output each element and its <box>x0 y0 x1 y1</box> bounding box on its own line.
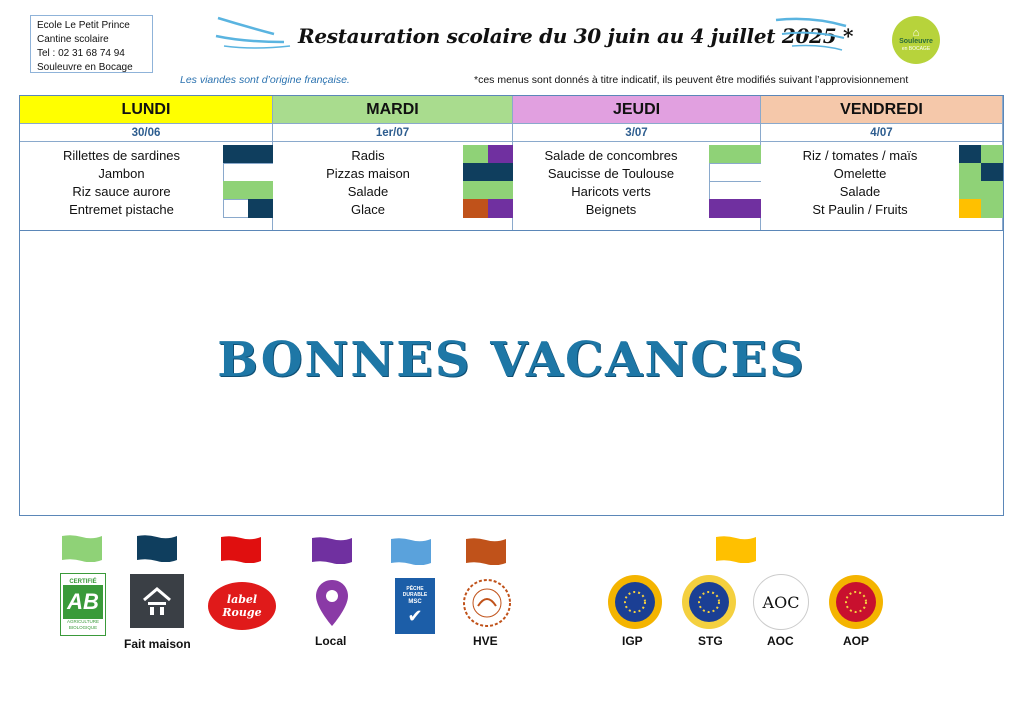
qualite-marker <box>959 199 981 218</box>
day-header: MARDI <box>273 96 512 124</box>
stg-seal-icon <box>681 574 737 630</box>
dish-item: Salade <box>839 183 881 199</box>
bio-marker <box>959 181 1003 200</box>
label-rouge-flag-icon <box>221 535 261 563</box>
disclaimer-note: *ces menus sont donnés à titre indicatif, ils peuvent être modifiés suivant l’approvisionnement <box>474 74 909 86</box>
dish-item: Rillettes de sardines <box>62 147 181 163</box>
dish-item: Glace <box>351 201 385 217</box>
local-marker <box>488 199 513 218</box>
school-canteen: Cantine scolaire <box>37 34 109 45</box>
fish-icon: ✔ <box>407 606 423 626</box>
dish-item: Radis <box>351 147 385 163</box>
location-pin-icon <box>314 578 350 628</box>
fait-maison-marker <box>981 163 1003 182</box>
day-header: JEUDI <box>513 96 760 124</box>
logo-house-icon: ⌂ <box>912 27 920 39</box>
bio-marker <box>709 145 761 164</box>
empty-marker <box>223 163 273 182</box>
day-header: LUNDI <box>20 96 272 124</box>
msc-text: MSC <box>408 599 422 605</box>
hve-flag-icon <box>466 537 506 565</box>
igp-seal-icon <box>607 574 663 630</box>
day-column-mardi <box>273 96 513 230</box>
dish-item: St Paulin / Fruits <box>812 201 908 217</box>
house-icon <box>130 574 184 628</box>
dish-item: Riz sauce aurore <box>72 183 171 199</box>
fait-maison-label: Fait maison <box>124 637 191 651</box>
local-marker <box>488 145 513 164</box>
left-swoosh-decoration <box>214 12 294 50</box>
school-info-box <box>30 15 153 73</box>
day-date: 1er/07 <box>273 124 512 142</box>
souleuvre-logo <box>892 16 940 64</box>
dish-item: Omelette <box>833 165 887 181</box>
label-rouge-text: label Rouge <box>222 593 262 619</box>
empty-marker <box>223 199 248 218</box>
bio-marker <box>981 199 1003 218</box>
meat-origin-note: Les viandes sont d’origine française. <box>180 74 350 86</box>
dish-item: Haricots verts <box>571 183 651 199</box>
page-title: Restauration scolaire du 30 juin au 4 juillet 2025 * <box>298 24 854 48</box>
dish-list <box>20 142 272 230</box>
bio-marker <box>223 181 273 200</box>
table-divider <box>20 230 1003 231</box>
msc-label-icon <box>395 578 435 634</box>
bio-marker <box>463 145 488 164</box>
stg-label: STG <box>698 634 723 648</box>
logo-text: Souleuvre <box>899 38 933 45</box>
aoc-label: AOC <box>767 634 794 648</box>
hve-label-icon <box>462 578 512 628</box>
bio-label-icon <box>60 573 106 636</box>
day-column-vendredi <box>761 96 1003 230</box>
fait-maison-marker <box>248 199 273 218</box>
label-rouge-icon <box>208 582 276 630</box>
local-marker <box>709 199 761 218</box>
bio-bottom-text: AGRICULTURE BIOLOGIQUE <box>67 618 99 630</box>
logo-subtext: en BOCAGE <box>901 46 931 52</box>
day-date: 30/06 <box>20 124 272 142</box>
bio-marker <box>463 181 513 200</box>
empty-marker <box>709 163 761 182</box>
bio-top-text: CERTIFIÉ <box>69 578 97 585</box>
dish-item: Salade <box>347 183 389 199</box>
day-column-lundi <box>20 96 273 230</box>
menu-table <box>19 95 1004 516</box>
dish-item: Jambon <box>98 165 145 181</box>
right-swoosh-decoration <box>772 16 850 52</box>
msc-top-text: PÊCHE DURABLE <box>402 586 428 598</box>
aop-seal-icon <box>828 574 884 630</box>
school-town: Souleuvre en Bocage <box>37 62 133 73</box>
empty-marker <box>709 181 761 200</box>
fait-maison-marker <box>223 145 273 164</box>
bio-ab-mark: AB <box>63 585 103 619</box>
fait-maison-flag-icon <box>137 534 177 562</box>
aoc-seal-icon <box>753 574 809 630</box>
bio-flag-icon <box>62 534 102 562</box>
dish-list <box>513 142 760 230</box>
dish-item: Entremet pistache <box>69 201 174 217</box>
hve-marker <box>463 199 488 218</box>
dish-item: Beignets <box>585 201 637 217</box>
day-date: 3/07 <box>513 124 760 142</box>
local-flag-icon <box>312 536 352 564</box>
aoc-mark-text: AOC <box>762 592 800 612</box>
day-date: 4/07 <box>761 124 1002 142</box>
fait-maison-marker <box>959 145 981 164</box>
local-label: Local <box>315 634 347 648</box>
dish-item: Saucisse de Toulouse <box>547 165 675 181</box>
igp-label: IGP <box>622 634 643 648</box>
bio-marker <box>959 163 981 182</box>
qualite-flag-icon <box>716 535 756 563</box>
day-column-jeudi <box>513 96 761 230</box>
school-phone: Tel : 02 31 68 74 94 <box>37 48 125 59</box>
school-name: Ecole Le Petit Prince <box>37 20 130 31</box>
day-header: VENDREDI <box>761 96 1002 124</box>
aop-label: AOP <box>843 634 870 648</box>
peche-durable-flag-icon <box>391 537 431 565</box>
fait-maison-marker <box>463 163 513 182</box>
dish-item: Riz / tomates / maïs <box>802 147 918 163</box>
bonnes-vacances-banner: BONNES VACANCES <box>217 332 806 388</box>
dish-list <box>761 142 1002 230</box>
bio-marker <box>981 145 1003 164</box>
dish-item: Pizzas maison <box>326 165 410 181</box>
dish-list <box>273 142 512 230</box>
dish-item: Salade de concombres <box>544 147 678 163</box>
hve-label: HVE <box>473 634 498 648</box>
